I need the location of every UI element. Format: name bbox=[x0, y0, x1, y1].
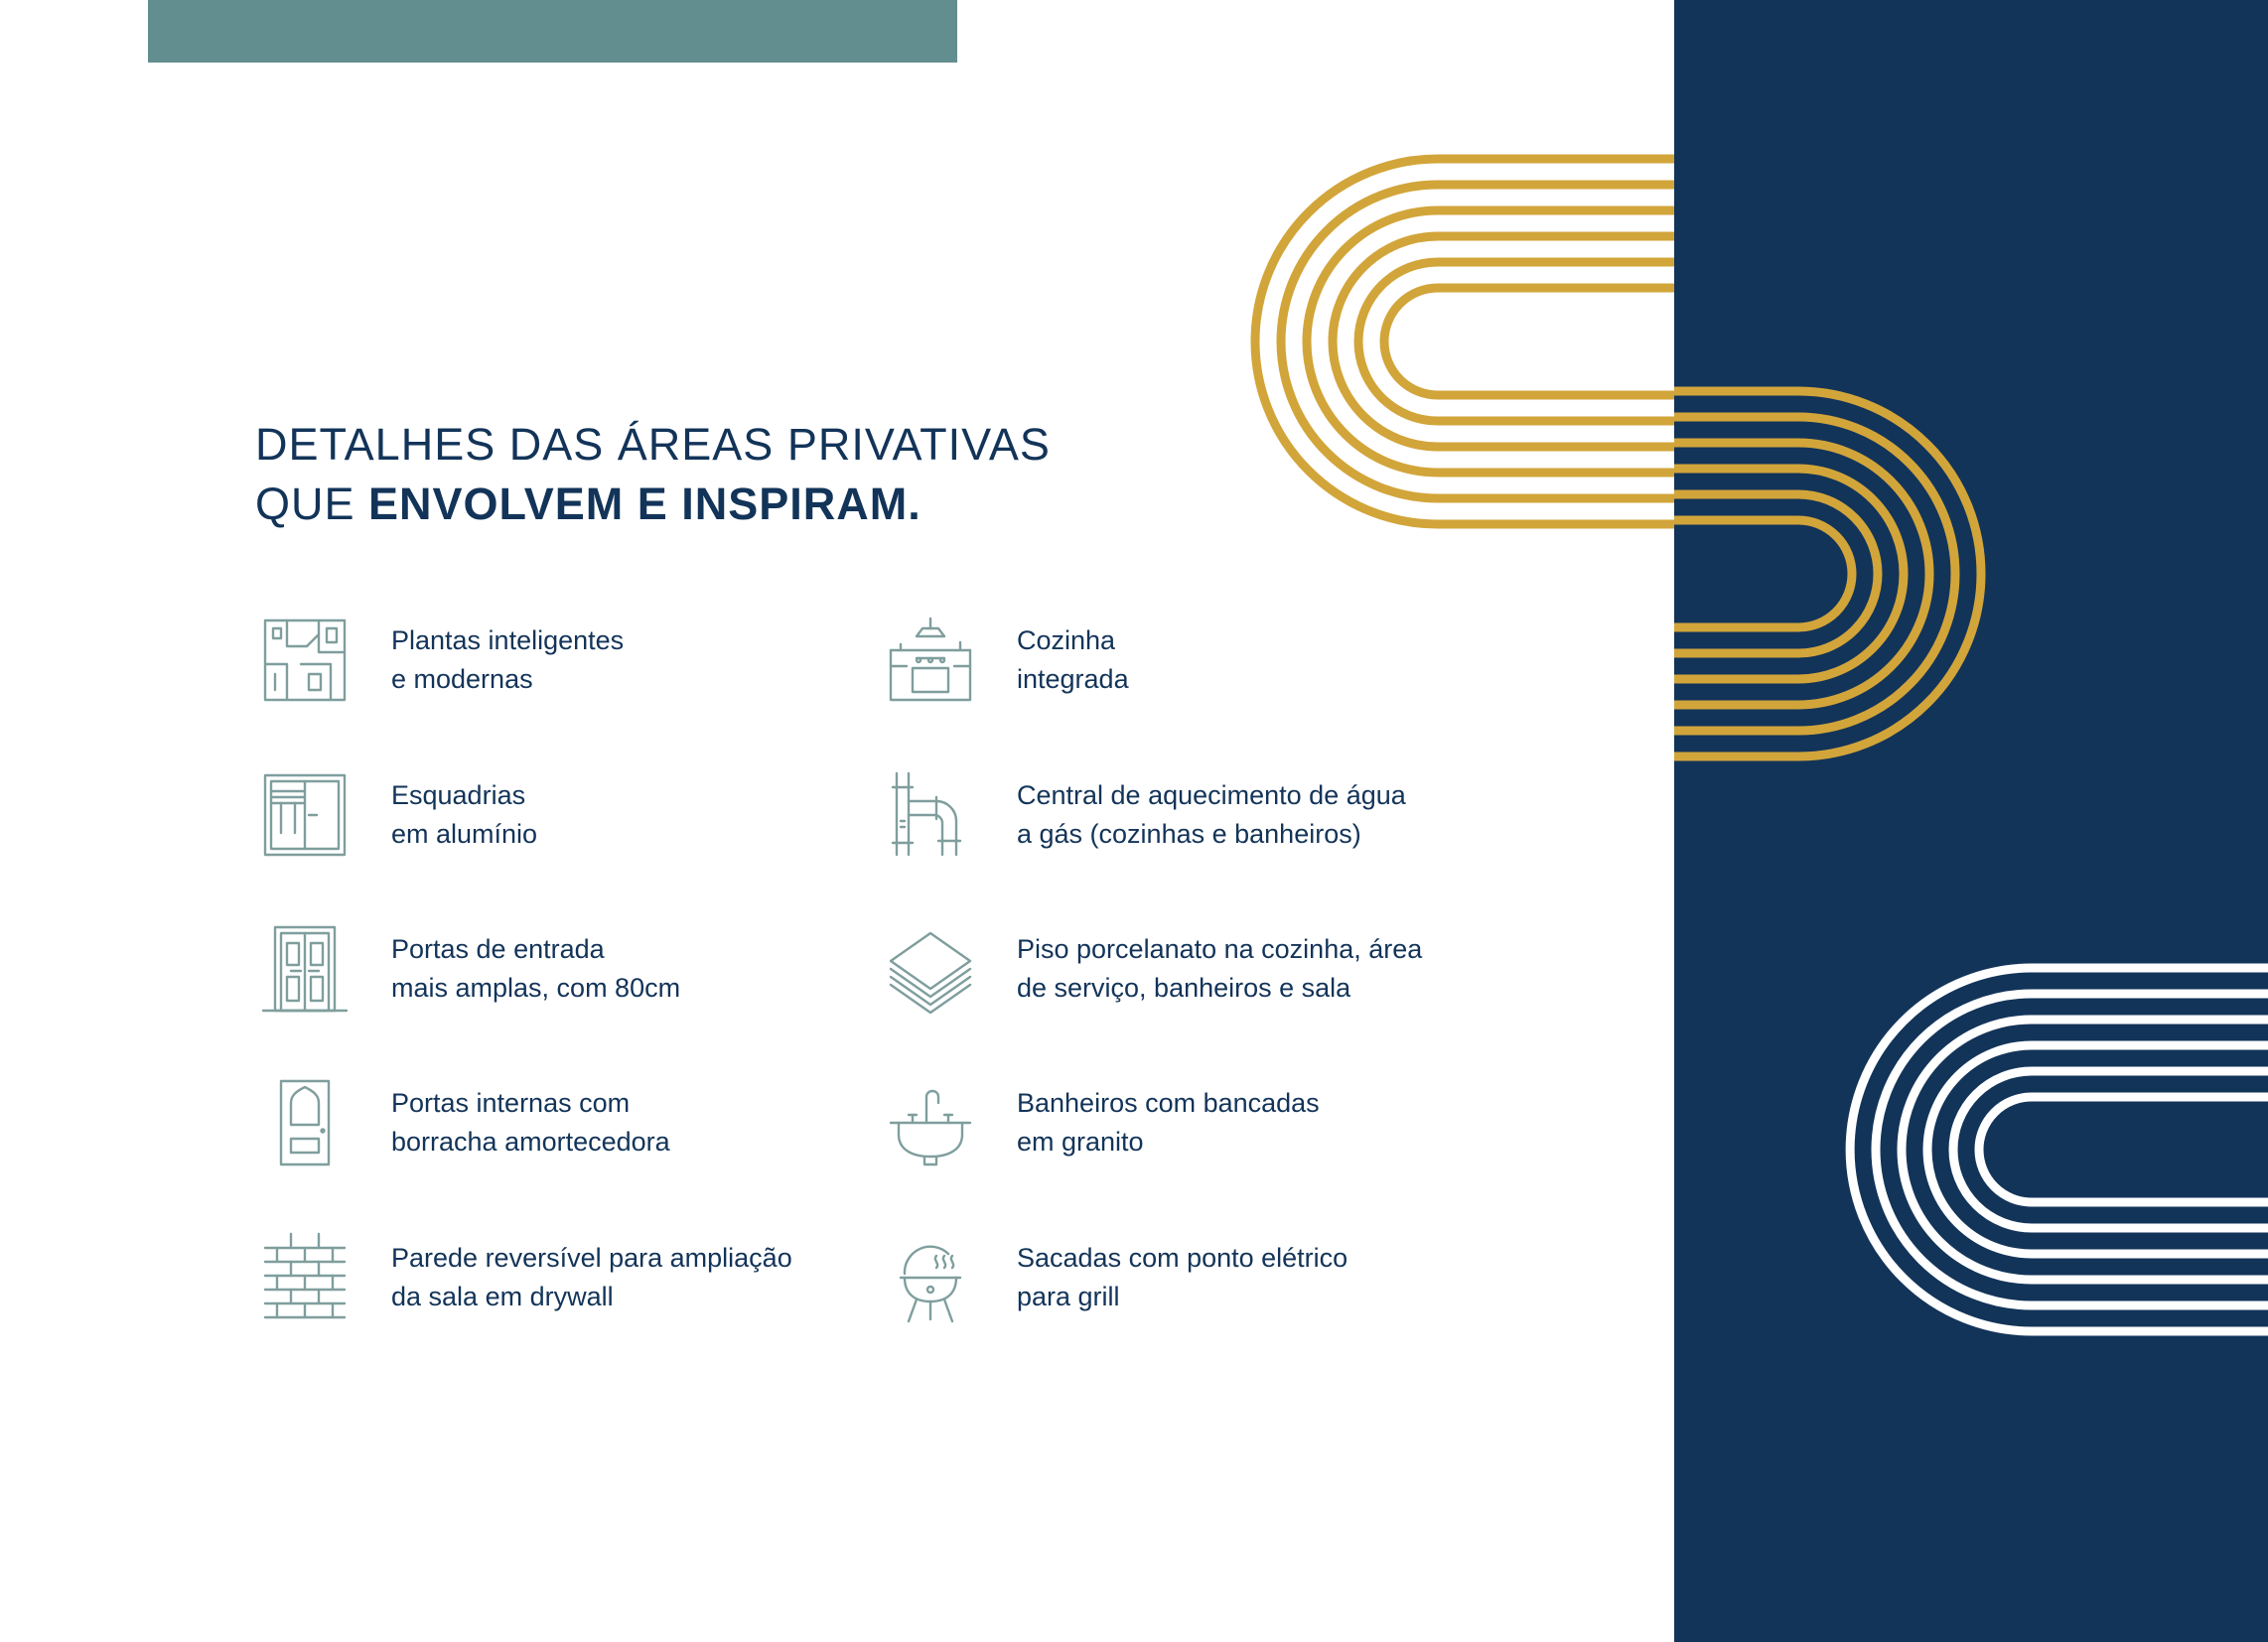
feature-item-porcelain-floor bbox=[886, 924, 1423, 1014]
feature-text bbox=[391, 1239, 792, 1316]
kitchen-icon bbox=[886, 616, 975, 705]
feature-line-2: integrada bbox=[1017, 664, 1129, 694]
feature-line-1: Plantas inteligentes bbox=[391, 625, 625, 655]
feature-item-interior-doors bbox=[260, 1078, 670, 1167]
feature-line-2: em granito bbox=[1017, 1127, 1144, 1157]
entrance-door-icon bbox=[260, 924, 350, 1014]
feature-text bbox=[391, 930, 680, 1008]
feature-item-water-heating bbox=[886, 770, 1406, 860]
feature-text bbox=[391, 1084, 670, 1162]
feature-line-2: e modernas bbox=[391, 664, 533, 694]
feature-item-aluminum-frames bbox=[260, 770, 538, 860]
floor-tiles-icon bbox=[886, 924, 975, 1014]
feature-line-1: Esquadrias bbox=[391, 780, 526, 810]
heading-line-2-regular: QUE bbox=[255, 479, 369, 529]
top-accent-bar bbox=[148, 0, 957, 63]
interior-door-icon bbox=[260, 1078, 350, 1167]
feature-line-2: em alumínio bbox=[391, 819, 538, 849]
feature-line-1: Portas internas com bbox=[391, 1088, 631, 1118]
feature-line-2: mais amplas, com 80cm bbox=[391, 973, 681, 1003]
feature-text bbox=[1017, 1084, 1320, 1162]
feature-line-2: de serviço, banheiros e sala bbox=[1017, 973, 1351, 1003]
bathroom-sink-icon bbox=[886, 1078, 975, 1167]
feature-line-2: a gás (cozinhas e banheiros) bbox=[1017, 819, 1361, 849]
floor-plan-icon bbox=[260, 616, 350, 705]
feature-line-1: Sacadas com ponto elétrico bbox=[1017, 1243, 1348, 1273]
feature-text bbox=[1017, 621, 1129, 699]
feature-line-2: borracha amortecedora bbox=[391, 1127, 670, 1157]
heading-line-2 bbox=[255, 475, 1051, 534]
water-pipe-icon bbox=[886, 770, 975, 860]
feature-line-1: Piso porcelanato na cozinha, área bbox=[1017, 934, 1423, 964]
feature-line-1: Cozinha bbox=[1017, 625, 1116, 655]
feature-item-balcony-grill bbox=[886, 1233, 1348, 1322]
navy-side-panel bbox=[1674, 0, 2268, 1642]
brick-wall-icon bbox=[260, 1233, 350, 1322]
feature-text bbox=[391, 621, 624, 699]
feature-text bbox=[1017, 1239, 1347, 1316]
feature-line-1: Central de aquecimento de água bbox=[1017, 780, 1406, 810]
feature-item-floor-plans bbox=[260, 616, 625, 705]
feature-text bbox=[1017, 930, 1422, 1008]
feature-line-1: Portas de entrada bbox=[391, 934, 605, 964]
heading-line-2-bold: ENVOLVEM E INSPIRAM. bbox=[368, 479, 921, 529]
gold-arc-upper bbox=[1255, 159, 1674, 524]
feature-line-1: Parede reversível para ampliação bbox=[391, 1243, 792, 1273]
feature-line-1: Banheiros com bancadas bbox=[1017, 1088, 1320, 1118]
feature-line-2: para grill bbox=[1017, 1282, 1120, 1311]
feature-item-kitchen bbox=[886, 616, 1129, 705]
heading-line-1: DETALHES DAS ÁREAS PRIVATIVAS bbox=[255, 419, 1051, 470]
feature-item-reversible-wall bbox=[260, 1233, 792, 1322]
feature-text bbox=[1017, 776, 1406, 854]
grill-icon bbox=[886, 1233, 975, 1322]
feature-item-bathroom-counters bbox=[886, 1078, 1320, 1167]
feature-text bbox=[391, 776, 537, 854]
window-icon bbox=[260, 770, 350, 860]
feature-line-2: da sala em drywall bbox=[391, 1282, 614, 1311]
feature-item-entrance-doors bbox=[260, 924, 681, 1014]
section-heading bbox=[255, 415, 1051, 534]
